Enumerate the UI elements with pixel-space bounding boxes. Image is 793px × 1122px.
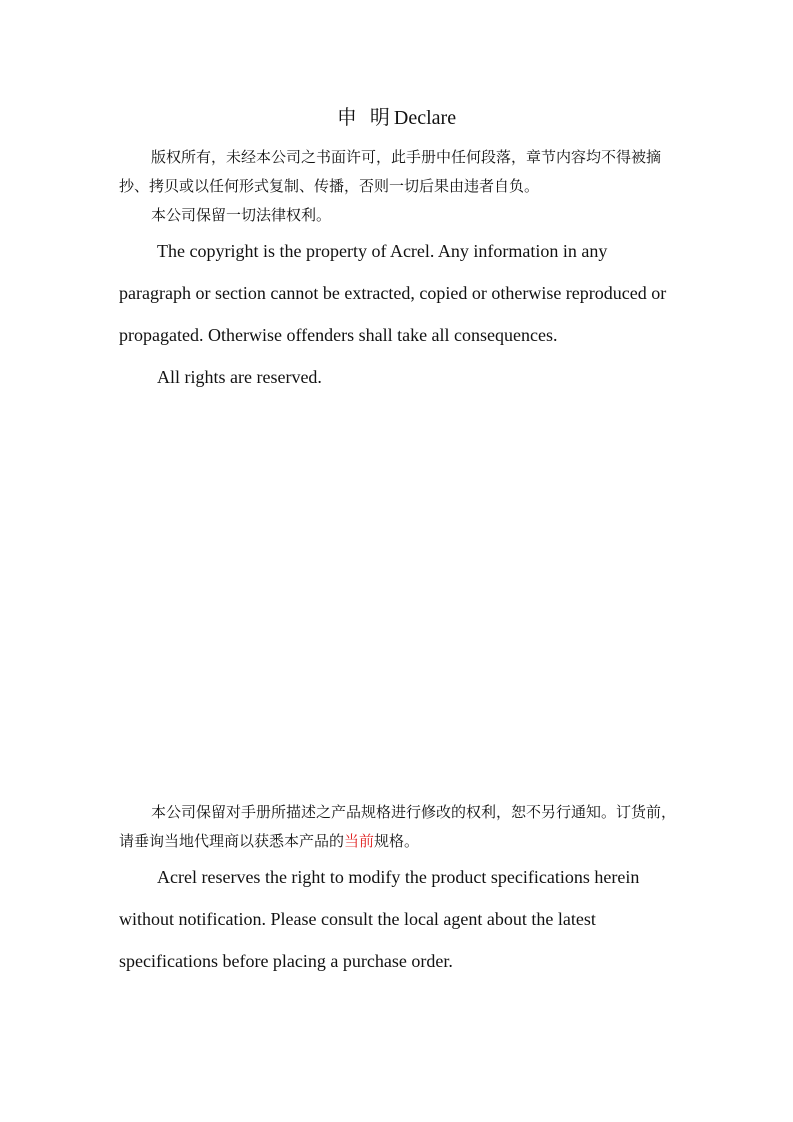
copyright-cn-paragraph: 版权所有，未经本公司之书面许可，此手册中任何段落，章节内容均不得被摘抄、拷贝或以任何形式复制、传播，否则一切后果由违者自负。: [119, 148, 662, 195]
specification-cn-paragraph: [119, 798, 679, 856]
title-english: Declare: [393, 107, 457, 129]
copyright-section: [119, 143, 679, 398]
specification-cn-text-before: 本公司保留对手册所描述之产品规格进行修改的权利，恕不另行通知。订货前，请垂询当地代理商以获悉本产品的: [119, 803, 677, 850]
rights-cn-paragraph: 本公司保留一切法律权利。: [151, 206, 332, 224]
page-title: [0, 104, 793, 132]
specification-section: [119, 798, 679, 982]
rights-en-paragraph: All rights are reserved.: [157, 367, 322, 387]
title-chinese: 申 明: [336, 107, 394, 129]
specification-cn-highlight: 当前: [344, 832, 375, 850]
specification-en-paragraph: Acrel reserves the right to modify the product specifications herein without notification. Please consult the local agent about the latest specifications before placing a purchase order.: [119, 867, 640, 971]
specification-cn-text-after: 规格。: [374, 832, 420, 850]
copyright-en-paragraph: The copyright is the property of Acrel. Any information in any paragraph or section cannot be extracted, copied or otherwise reproduced or propagated. Otherwise offenders shall take all consequences.: [119, 241, 667, 345]
